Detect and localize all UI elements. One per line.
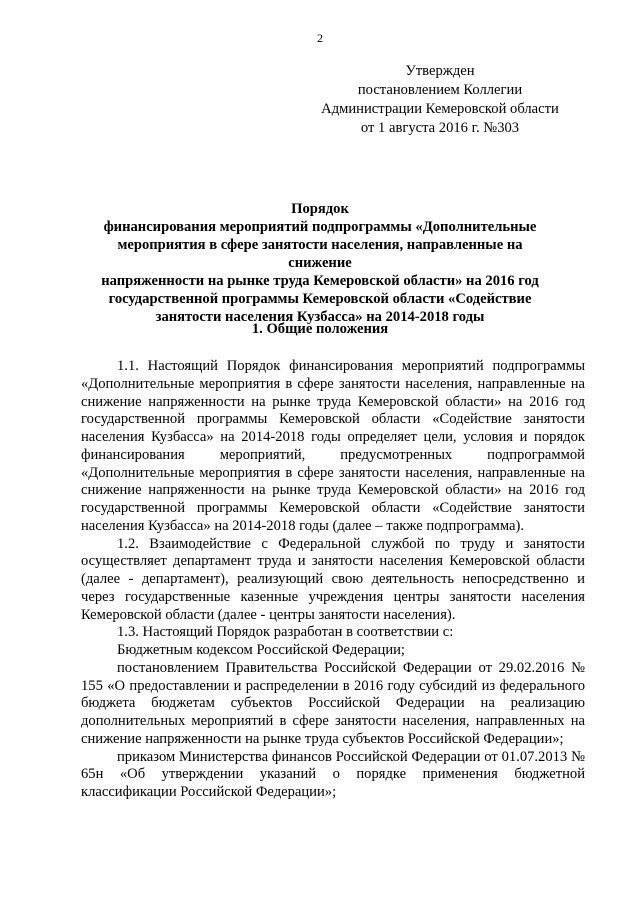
approval-line: Администрации Кемеровской области xyxy=(321,101,559,117)
title-line: напряженности на рынке труда Кемеровской области» на 2016 год xyxy=(101,273,539,289)
list-item: Бюджетным кодексом Российской Федерации; xyxy=(117,642,405,658)
approval-line: постановлением Коллегии xyxy=(357,82,523,98)
title-line: государственной программы Кемеровской области «Содействие xyxy=(108,291,532,307)
paragraph-1-3: 1.3. Настоящий Порядок разработан в соответствии с: xyxy=(117,624,454,641)
list-item: приказом Министерства финансов Российской Федерации от 01.07.2013 № 65н «Об утверждении указаний о порядке применения бюджетной классификации Российской Федерации»; xyxy=(81,748,585,800)
paragraph-1-2: 1.2. Взаимодействие с Федеральной службой по труду и занятости осуществляет департамент труда и занятости населения Кемеровской области (далее - департамент), реализующий свою деятельность непосредственно и через государственные казенные учреждения центры занятости населения Кемеровской области (далее - центры занятости населения). xyxy=(81,535,585,623)
approval-line: от 1 августа 2016 г. №303 xyxy=(360,120,520,136)
document-body xyxy=(81,358,585,802)
page-number: 2 xyxy=(317,31,323,45)
title-line: Порядок xyxy=(291,201,349,217)
title-line: финансирования мероприятий подпрограммы «Дополнительные xyxy=(103,219,537,235)
list-item: постановлением Правительства Российской Федерации от 29.02.2016 № 155 «О предоставлении и распределении в 2016 году субсидий из федерального бюджета бюджетам субъектов Российской Федерации на реализацию дополнительных мероприятий в сфере занятости населения, направленных на снижение напряженности на рынке труда субъектов Российской Федерации»; xyxy=(81,659,585,747)
approval-line: Утвержден xyxy=(405,63,475,79)
title-line: занятости населения Кузбасса» на 2014-2018 годы xyxy=(155,309,485,325)
document-title xyxy=(85,200,555,326)
section-heading: 1. Общие положения xyxy=(251,321,389,337)
title-line: мероприятия в сфере занятости населения, направленные на снижение xyxy=(117,237,523,271)
paragraph-1-1: 1.1. Настоящий Порядок финансирования мероприятий подпрограммы «Дополнительные мероприятия в сфере занятости населения, направленные на снижение напряженности на рынке труда Кемеровской области» на 2016 год государственной программы Кемеровской области «Содействие занятости населения Кузбасса» на 2014-2018 годы определяет цели, условия и порядок финансирования мероприятий, предусмотренных подпрограммой «Дополнительные мероприятия в сфере занятости населения, направленные на снижение напряженности на рынке труда Кемеровской области» на 2016 год государственной программы Кемеровской области «Содействие занятости населения Кузбасса» на 2014-2018 годы (далее – также подпрограмма). xyxy=(81,358,585,534)
approval-block xyxy=(300,62,580,138)
